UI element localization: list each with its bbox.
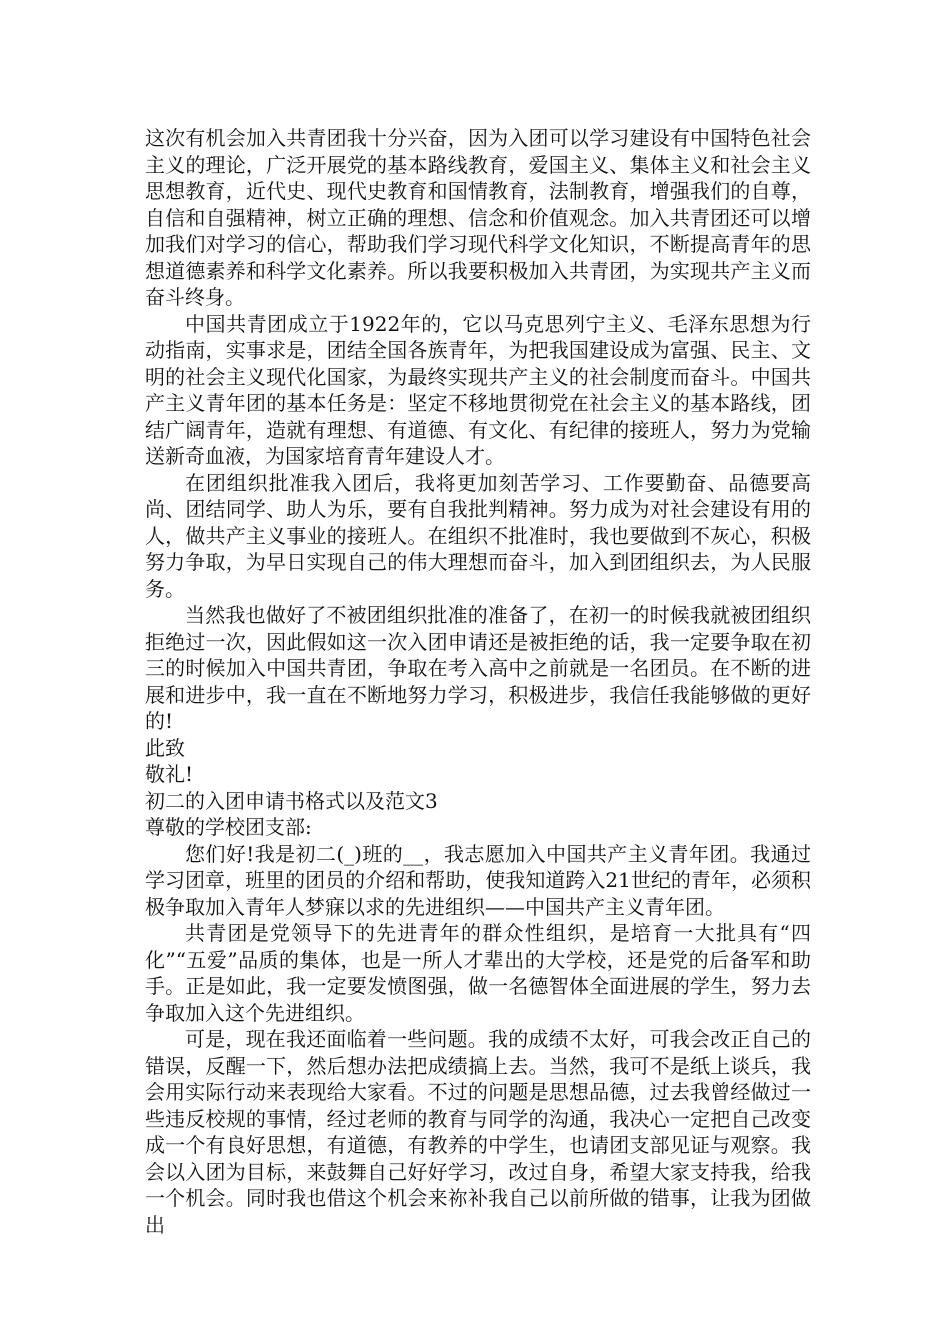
closing-salutation: 此致 <box>145 735 185 760</box>
paragraph-6: 共青团是党领导下的先进青年的群众性组织，是培育一大批具有“四化”“五爱”品质的集体，也是一所人才辈出的大学校，还是党的后备军和助手。正是如此，我一定要发愤图强，做一名德智体全面进展的学生，努力去争取加入这个先进组织。 <box>145 921 811 1025</box>
paragraph-1: 这次有机会加入共青团我十分兴奋，因为入团可以学习建设有中国特色社会主义的理论，广泛开展党的基本路线教育，爱国主义、集体主义和社会主义思想教育，近代史、现代史教育和国情教育，法制教育，增强我们的自尊，自信和自强精神，树立正确的理想、信念和价值观念。加入共青团还可以增加我们对学习的信心，帮助我们学习现代科学文化知识，不断提高青年的思想道德素养和科学文化素养。所以我要积极加入共青团，为实现共产主义而奋斗终身。 <box>145 126 811 309</box>
section-title: 初二的入团申请书格式以及范文3 <box>145 788 438 813</box>
paragraph-5: 您们好!我是初二(_)班的__，我志愿加入中国共产主义青年团。我通过学习团章，班里的团员的介绍和帮助，使我知道跨入21世纪的青年，必须积极争取加入青年人梦寐以求的先进组织——中国共产主义青年团。 <box>145 841 811 919</box>
paragraph-7: 可是，现在我还面临着一些问题。我的成绩不太好，可我会改正自己的错误，反醒一下，然后想办法把成绩搞上去。当然，我可不是纸上谈兵，我会用实际行动来表现给大家看。不过的问题是思想品德，过去我曾经做过一些违反校规的事情，经过老师的教育与同学的沟通，我决心一定把自己改变成一个有良好思想，有道德，有教养的中学生，也请团支部见证与观察。我会以入团为目标，来鼓舞自己好好学习，改过自身，希望大家支持我，给我一个机会。同时我也借这个机会来祢补我自己以前所做的错事，让我为团做出 <box>145 1027 811 1237</box>
paragraph-4: 当然我也做好了不被团组织批准的准备了，在初一的时候我就被团组织拒绝过一次，因此假如这一次入团申请还是被拒绝的话，我一定要争取在初三的时候加入中国共青团，争取在考入高中之前就是一名团员。在不断的进展和进步中，我一直在不断地努力学习，积极进步，我信任我能够做的更好的! <box>145 603 811 733</box>
greeting-recipient: 尊敬的学校团支部: <box>145 815 312 839</box>
paragraph-2: 中国共青团成立于1922年的，它以马克思列宁主义、毛泽东思想为行动指南，实事求是，团结全国各族青年，为把我国建设成为富强、民主、文明的社会主义现代化国家，为最终实现共产主义的社会制度而奋斗。中国共产主义青年团的基本任务是：坚定不移地贯彻党在社会主义的基本路线，团结广阔青年，造就有理想、有道德、有文化、有纪律的接班人，努力为党输送新奇血液，为国家培育青年建设人才。 <box>145 311 811 468</box>
document-body <box>145 125 811 1238</box>
closing-regards: 敬礼! <box>145 762 194 786</box>
paragraph-3: 在团组织批准我入团后，我将更加刻苦学习、工作要勤奋、品德要高尚、团结同学、助人为乐，要有自我批判精神。努力成为对社会建设有用的人，做共产主义事业的接班人。在组织不批准时，我也要做到不灰心，积极努力争取，为早日实现自己的伟大理想而奋斗，加入到团组织去，为人民服务。 <box>145 470 811 601</box>
